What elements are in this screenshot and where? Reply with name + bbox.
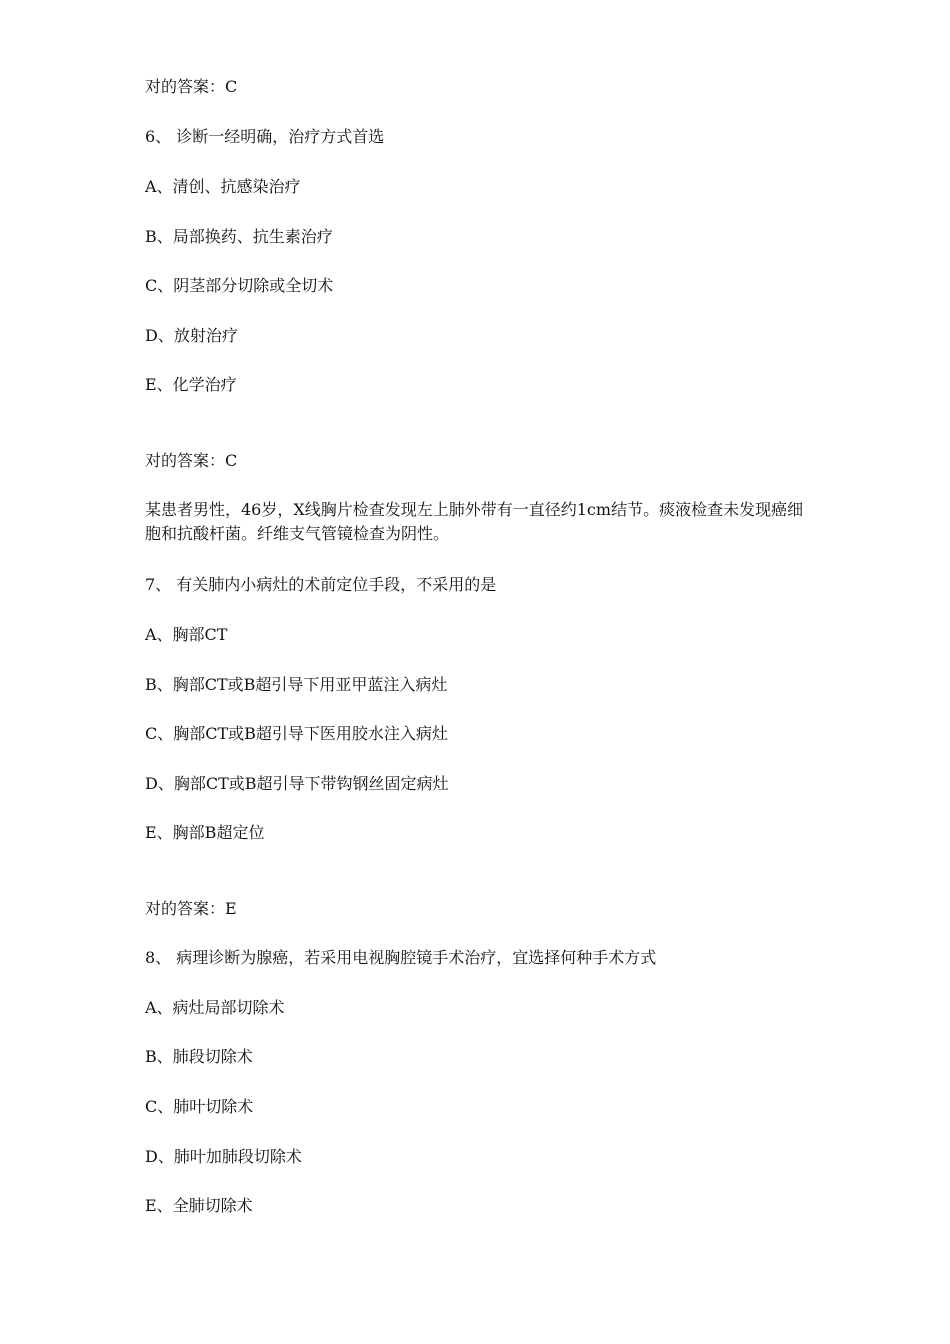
question-6: 6、 诊断一经明确，治疗方式首选 (145, 127, 385, 146)
case-description: 某患者男性，46岁，X线胸片检查发现左上肺外带有一直径约1cm结节。痰液检查未发现癌细胞和抗酸杆菌。纤维支气管镜检查为阴性。 (145, 500, 804, 543)
option-7e: E、胸部B超定位 (145, 823, 265, 842)
option-8d: D、肺叶加肺段切除术 (145, 1147, 302, 1166)
answer-6: 对的答案：C (145, 451, 238, 470)
question-7: 7、 有关肺内小病灶的术前定位手段，不采用的是 (145, 575, 497, 594)
option-8b: B、肺段切除术 (145, 1047, 253, 1066)
answer-7: 对的答案：E (145, 899, 237, 918)
option-6b: B、局部换药、抗生素治疗 (145, 227, 333, 246)
question-8: 8、 病理诊断为腺癌，若采用电视胸腔镜手术治疗，宜选择何种手术方式 (145, 948, 657, 967)
option-7c: C、胸部CT或B超引导下医用胶水注入病灶 (145, 724, 448, 743)
option-7d: D、胸部CT或B超引导下带钩钢丝固定病灶 (145, 774, 449, 793)
option-8c: C、肺叶切除术 (145, 1097, 254, 1116)
option-6e: E、化学治疗 (145, 375, 237, 394)
answer-line: 对的答案：C (145, 77, 238, 96)
option-7a: A、胸部CT (145, 625, 228, 644)
option-8e: E、全肺切除术 (145, 1196, 253, 1215)
option-6a: A、清创、抗感染治疗 (145, 177, 301, 196)
option-6c: C、阴茎部分切除或全切术 (145, 276, 334, 295)
option-8a: A、病灶局部切除术 (145, 998, 285, 1017)
option-6d: D、放射治疗 (145, 326, 238, 345)
option-7b: B、胸部CT或B超引导下用亚甲蓝注入病灶 (145, 675, 448, 694)
